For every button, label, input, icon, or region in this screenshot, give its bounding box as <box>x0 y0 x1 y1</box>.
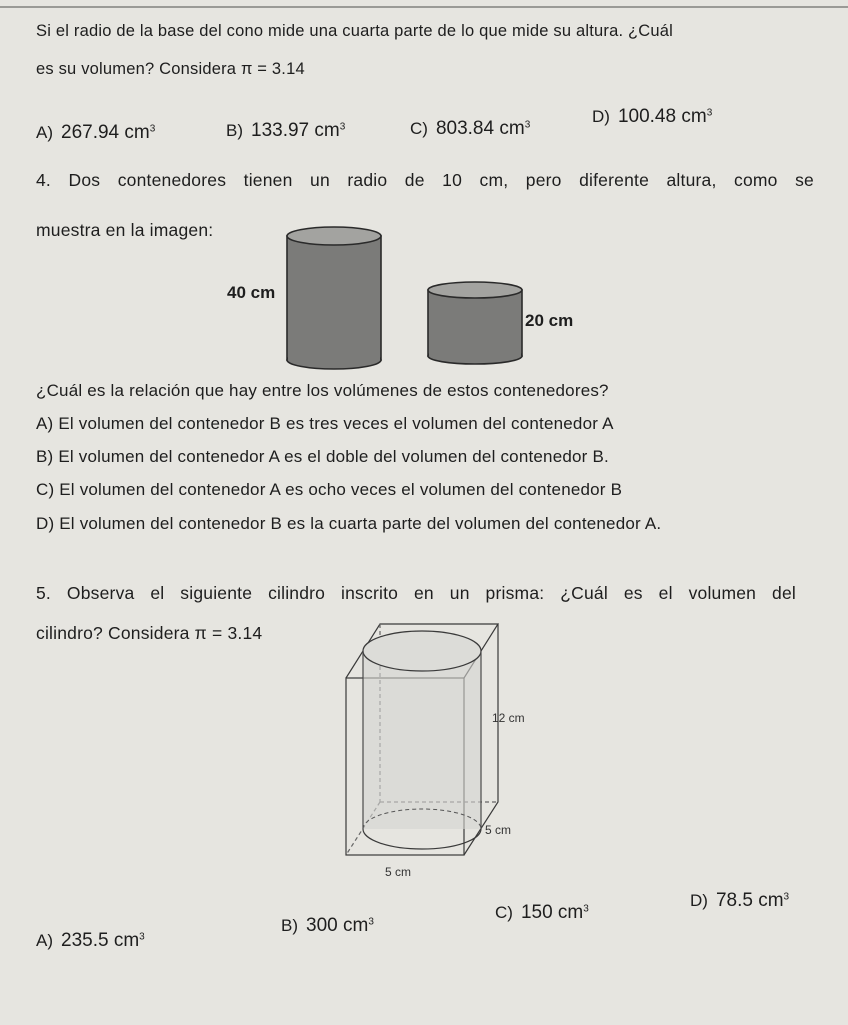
q4-option-b: B) El volumen del contenedor A es el doble del volumen del contenedor B. <box>36 447 609 466</box>
q5-option-b: B) 300 $cm^3$ <box>281 915 374 936</box>
q4-line2: muestra en la imagen: <box>36 220 214 240</box>
q3-line2: es su volumen? Considera π = 3.14 <box>36 60 305 78</box>
q5-option-c: C) 150 $cm^3$ <box>495 902 589 923</box>
top-rule <box>0 6 848 8</box>
q4-question: ¿Cuál es la relación que hay entre los volúmenes de estos contenedores? <box>36 381 609 400</box>
q3-line1: Si el radio de la base del cono mide una cuarta parte de lo que mide su altura. ¿Cuál <box>36 22 674 40</box>
q3-option-a: A) 267.94 $cm^3$ <box>36 122 156 143</box>
prism-top-face <box>346 624 498 678</box>
q5-line2: cilindro? Considera π = 3.14 <box>36 623 263 643</box>
q5-option-d: D) 78.5 $cm^3$ <box>690 890 790 911</box>
prism-front-face <box>346 678 464 855</box>
prism-depth-label: 5 cm <box>485 823 512 837</box>
tall-cylinder <box>287 227 381 369</box>
q5-option-a: A) 235.5 $cm^3$ <box>36 930 145 951</box>
q4-option-c: C) El volumen del contenedor A es ocho veces el volumen del contenedor B <box>36 480 623 499</box>
prism-right-face <box>464 624 498 855</box>
q3-option-b: B) 133.97 $cm^3$ <box>226 120 346 141</box>
tall-cylinder-height-label: 40 cm <box>227 283 276 302</box>
prism-width-label: 5 cm <box>385 865 412 879</box>
q5-line1: 5. Observa el siguiente cilindro inscrito en un prisma: ¿Cuál es el volumen del <box>36 583 796 603</box>
short-cylinder <box>428 282 522 364</box>
q4-line1: 4. Dos contenedores tienen un radio de 10 cm, pero diferente altura, como se <box>36 170 814 190</box>
inscribed-cylinder <box>363 631 481 849</box>
q4-option-a: A) El volumen del contenedor B es tres veces el volumen del contenedor A <box>36 414 614 433</box>
q4-option-d: D) El volumen del contenedor B es la cuarta parte del volumen del contenedor A. <box>36 514 662 533</box>
short-cylinder-height-label: 20 cm <box>525 311 574 330</box>
q3-option-c: C) 803.84 $cm^3$ <box>410 118 531 139</box>
prism-height-label: 12 cm <box>492 711 525 725</box>
q3-option-d: D) 100.48 $cm^3$ <box>592 106 713 127</box>
